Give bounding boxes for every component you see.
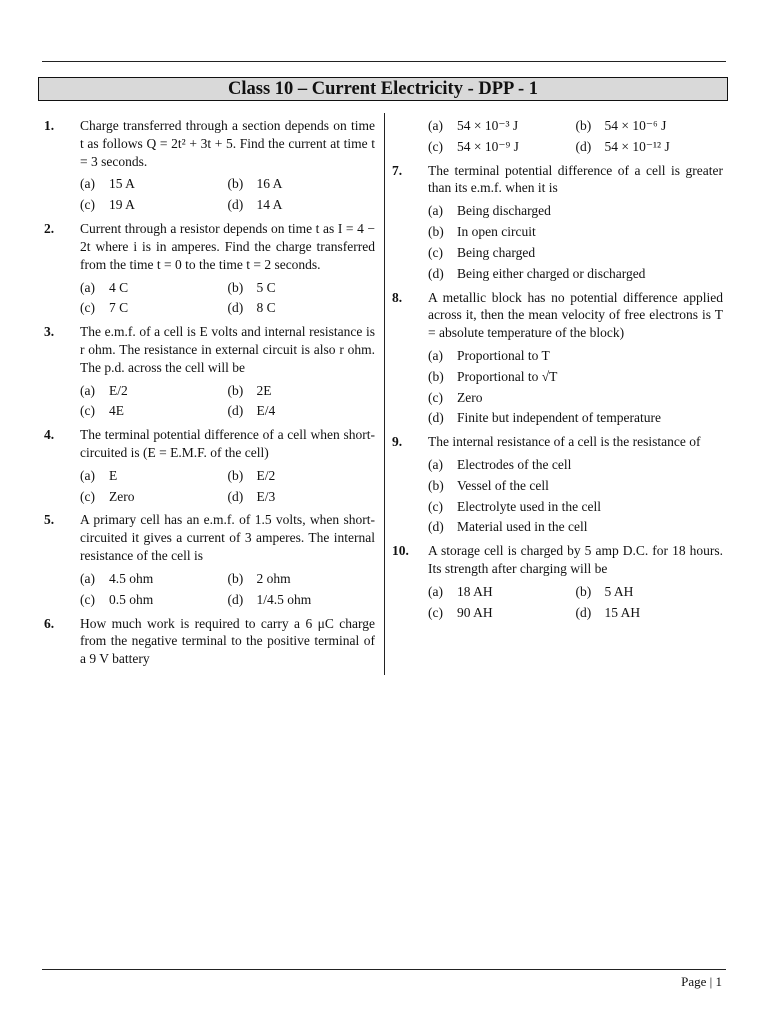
options — [428, 456, 723, 536]
options — [428, 202, 723, 282]
option: (d) 8 C — [227, 300, 276, 316]
options — [428, 583, 723, 622]
page-title: Class 10 – Current Electricity - DPP - 1 — [38, 77, 728, 101]
option: (a) Being discharged — [428, 203, 551, 219]
footer-rule — [42, 969, 726, 970]
option: (d) Being either charged or discharged — [428, 265, 646, 281]
question-3 — [44, 323, 375, 423]
option: (a) 4.5 ohm — [80, 570, 154, 586]
question-text: The terminal potential difference of a cell is greater than its e.m.f. when it is — [428, 162, 723, 196]
option: (a) E/2 — [80, 382, 128, 398]
question-number: 6. — [44, 615, 55, 631]
option: (b) 2 ohm — [227, 570, 291, 586]
option: (d) 14 A — [227, 197, 283, 213]
option: (c) 0.5 ohm — [80, 591, 154, 607]
question-text: A metallic block has no potential difference applied across it, then the mean velocity of free electrons is T = absolute temperature of the block) — [428, 289, 723, 341]
question-6-options — [392, 117, 723, 159]
options — [80, 467, 375, 506]
question-4 — [44, 426, 375, 508]
option: (c) 7 C — [80, 300, 129, 316]
left-column — [44, 117, 375, 668]
question-number: 9. — [392, 434, 403, 450]
question-number: 2. — [44, 221, 55, 237]
option: (c) 19 A — [80, 197, 135, 213]
question-5 — [44, 511, 375, 611]
question-10 — [392, 542, 723, 624]
option: (d) E/3 — [227, 488, 276, 504]
options — [80, 570, 375, 609]
column-divider — [384, 113, 385, 675]
option: (b) Vessel of the cell — [428, 477, 549, 493]
option: (a) 54 × 10⁻³ J — [428, 118, 519, 133]
option: (a) 4 C — [80, 279, 129, 295]
option: (b) 2E — [227, 382, 272, 398]
option: (a) E — [80, 467, 118, 483]
question-number: 7. — [392, 162, 403, 178]
option: (d) Material used in the cell — [428, 519, 588, 535]
option: (c) Electrolyte used in the cell — [428, 498, 601, 514]
option: (a) Proportional to T — [428, 347, 550, 363]
header-rule — [42, 61, 726, 62]
option: (c) 54 × 10⁻⁹ J — [428, 138, 519, 154]
question-6 — [44, 615, 375, 668]
option: (d) 54 × 10⁻¹² J — [575, 138, 670, 154]
question-text: A storage cell is charged by 5 amp D.C. for 18 hours. Its strength after charging will be — [428, 543, 723, 577]
question-7 — [392, 162, 723, 286]
option: (c) Zero — [428, 389, 483, 405]
option: (b) Proportional to √T — [428, 368, 558, 384]
question-number: 1. — [44, 118, 55, 133]
question-8 — [392, 289, 723, 431]
question-number: 5. — [44, 512, 55, 528]
page-number: Page | 1 — [681, 974, 722, 989]
question-text: Current through a resistor depends on time t as I = 4 − 2t where i is in amperes. Find the charge transferred from the time t = 0 to the time t = 2 seconds. — [80, 221, 375, 272]
question-number: 10. — [392, 543, 409, 559]
options — [80, 175, 375, 214]
option: (c) 4E — [80, 403, 124, 419]
options — [80, 382, 375, 421]
options — [428, 347, 723, 427]
question-text: A primary cell has an e.m.f. of 1.5 volts, when short-circuited it gives a current of 3 amperes. The internal resistance of the cell is — [80, 512, 375, 564]
option: (b) 5 AH — [575, 583, 634, 599]
question-2 — [44, 220, 375, 320]
option: (b) 54 × 10⁻⁶ J — [575, 118, 667, 133]
option: (b) In open circuit — [428, 224, 536, 240]
option: (b) E/2 — [227, 467, 276, 483]
right-column — [392, 117, 723, 625]
question-text: The internal resistance of a cell is the resistance of — [428, 434, 701, 450]
option: (d) Finite but independent of temperature — [428, 410, 661, 426]
options — [428, 117, 723, 156]
question-text: How much work is required to carry a 6 μC charge from the negative terminal to the positive terminal of a 9 V battery — [80, 615, 375, 667]
question-1 — [44, 117, 375, 217]
options — [80, 279, 375, 318]
option: (c) 90 AH — [428, 604, 493, 620]
option: (a) 15 A — [80, 176, 135, 192]
option: (d) 1/4.5 ohm — [227, 591, 312, 607]
question-text: The e.m.f. of a cell is E volts and internal resistance is r ohm. The resistance in external circuit is also r ohm. The p.d. across the cell will be — [80, 324, 375, 375]
option: (c) Being charged — [428, 244, 536, 260]
option: (c) Zero — [80, 488, 135, 504]
question-text: Charge transferred through a section depends on time t as follows Q = 2t² + 3t + 5. Find the current at time t = 3 seconds. — [80, 118, 375, 169]
option: (a) Electrodes of the cell — [428, 457, 572, 472]
option: (d) 15 AH — [575, 604, 641, 620]
option: (a) 18 AH — [428, 583, 493, 599]
question-number: 3. — [44, 324, 55, 340]
question-text: The terminal potential difference of a cell when short-circuited is (E = E.M.F. of the cell) — [80, 427, 375, 460]
question-number: 8. — [392, 289, 403, 305]
question-9 — [392, 433, 723, 539]
question-number: 4. — [44, 427, 55, 443]
option: (d) E/4 — [227, 403, 276, 419]
option: (b) 16 A — [227, 176, 283, 192]
option: (b) 5 C — [227, 279, 276, 295]
